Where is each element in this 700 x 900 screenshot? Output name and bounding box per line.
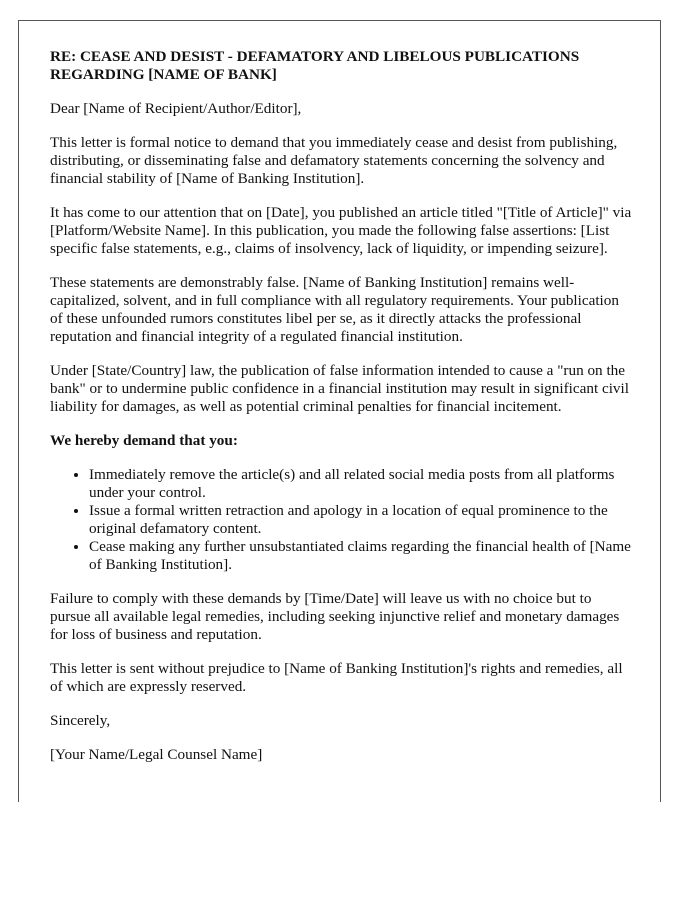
paragraph-reservation: This letter is sent without prejudice to [Name of Banking Institution]'s rights and remedies, all of which are expressly reserved. — [50, 660, 623, 695]
paragraph-notice: This letter is formal notice to demand that you immediately cease and desist from publishing, distributing, or disseminating false and defamatory statements concerning the solvency and financial stability of [Name of Banking Institution]. — [50, 134, 618, 187]
demand-item-remove: • Immediately remove the article(s) and all related social media posts from all platforms under your control. — [89, 466, 634, 502]
letter-page — [18, 20, 661, 802]
letter-subject: RE: CEASE AND DESIST - DEFAMATORY AND LIBELOUS PUBLICATIONS REGARDING [NAME OF BANK] — [50, 48, 580, 83]
letter-valediction: Sincerely, — [50, 712, 111, 729]
demand-list — [50, 466, 634, 574]
demand-item-cease-claims: • Cease making any further unsubstantiated claims regarding the financial health of [Name of Banking Institution]. — [89, 538, 634, 574]
demand-heading: We hereby demand that you: — [50, 432, 238, 449]
letter-signature: [Your Name/Legal Counsel Name] — [50, 746, 263, 763]
letter-salutation: Dear [Name of Recipient/Author/Editor], — [50, 100, 302, 117]
paragraph-legal-basis: Under [State/Country] law, the publication of false information intended to cause a "run on the bank" or to undermine public confidence in a financial institution may result in significant civil liability for damages, as well as potential criminal penalties for financial incitement. — [50, 362, 629, 415]
paragraph-consequences: Failure to comply with these demands by [Time/Date] will leave us with no choice but to pursue all available legal remedies, including seeking injunctive relief and monetary damages for loss of business and reputation. — [50, 590, 620, 643]
paragraph-publication-details: It has come to our attention that on [Date], you published an article titled "[Title of Article]" via [Platform/Website Name]. In this publication, you made the following false assertions: [List specific false statements, e.g., claims of insolvency, lack of liquidity, or impending seizure]. — [50, 204, 632, 257]
demand-item-retraction: • Issue a formal written retraction and apology in a location of equal prominence to the original defamatory content. — [89, 502, 634, 538]
paragraph-falsity: These statements are demonstrably false. [Name of Banking Institution] remains well-capitalized, solvent, and in full compliance with all regulatory requirements. Your publication of these unfounded rumors constitutes libel per se, as it directly attacks the professional reputation and financial integrity of a regulated financial institution. — [50, 274, 619, 345]
